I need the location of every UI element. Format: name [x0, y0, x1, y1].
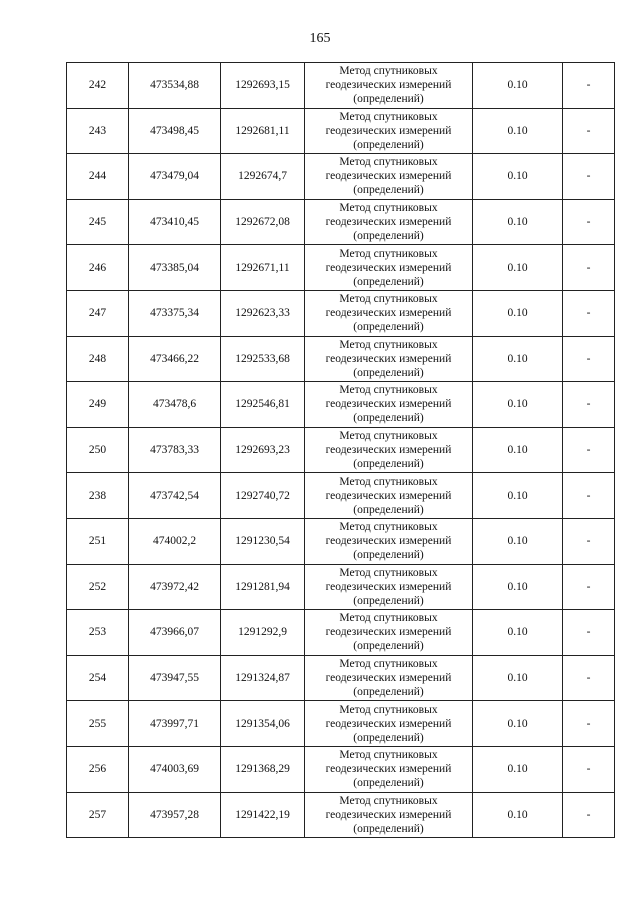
- accuracy-cell: 0.10: [473, 154, 563, 200]
- x-coordinate-cell: 473783,33: [129, 427, 221, 473]
- method-cell: Метод спутниковых геодезических измерений (определений): [305, 792, 473, 838]
- table-row: [67, 655, 615, 701]
- note-cell: -: [563, 382, 615, 428]
- point-number-cell: 238: [67, 473, 129, 519]
- accuracy-cell: 0.10: [473, 564, 563, 610]
- method-cell: Метод спутниковых геодезических измерений (определений): [305, 245, 473, 291]
- x-coordinate-cell: 473498,45: [129, 108, 221, 154]
- point-number-cell: 252: [67, 564, 129, 610]
- accuracy-cell: 0.10: [473, 746, 563, 792]
- table-row: [67, 518, 615, 564]
- method-cell: Метод спутниковых геодезических измерений (определений): [305, 473, 473, 519]
- point-number-cell: 257: [67, 792, 129, 838]
- method-cell: Метод спутниковых геодезических измерений (определений): [305, 610, 473, 656]
- y-coordinate-cell: 1291368,29: [221, 746, 305, 792]
- coordinates-table: [66, 62, 615, 838]
- x-coordinate-cell: 473479,04: [129, 154, 221, 200]
- accuracy-cell: 0.10: [473, 336, 563, 382]
- method-cell: Метод спутниковых геодезических измерений (определений): [305, 701, 473, 747]
- coordinates-table-body: [67, 63, 615, 838]
- accuracy-cell: 0.10: [473, 245, 563, 291]
- accuracy-cell: 0.10: [473, 108, 563, 154]
- table-row: [67, 473, 615, 519]
- method-cell: Метод спутниковых геодезических измерений (определений): [305, 108, 473, 154]
- x-coordinate-cell: 473375,34: [129, 290, 221, 336]
- table-row: [67, 290, 615, 336]
- point-number-cell: 247: [67, 290, 129, 336]
- accuracy-cell: 0.10: [473, 382, 563, 428]
- method-cell: Метод спутниковых геодезических измерений (определений): [305, 154, 473, 200]
- table-row: [67, 427, 615, 473]
- note-cell: -: [563, 792, 615, 838]
- method-cell: Метод спутниковых геодезических измерений (определений): [305, 199, 473, 245]
- x-coordinate-cell: 473957,28: [129, 792, 221, 838]
- x-coordinate-cell: 473466,22: [129, 336, 221, 382]
- note-cell: -: [563, 746, 615, 792]
- x-coordinate-cell: 473742,54: [129, 473, 221, 519]
- x-coordinate-cell: 473534,88: [129, 63, 221, 109]
- point-number-cell: 251: [67, 518, 129, 564]
- note-cell: -: [563, 701, 615, 747]
- point-number-cell: 244: [67, 154, 129, 200]
- y-coordinate-cell: 1291230,54: [221, 518, 305, 564]
- note-cell: -: [563, 199, 615, 245]
- x-coordinate-cell: 474002,2: [129, 518, 221, 564]
- accuracy-cell: 0.10: [473, 518, 563, 564]
- note-cell: -: [563, 154, 615, 200]
- table-row: [67, 382, 615, 428]
- method-cell: Метод спутниковых геодезических измерений (определений): [305, 564, 473, 610]
- note-cell: -: [563, 564, 615, 610]
- point-number-cell: 249: [67, 382, 129, 428]
- note-cell: -: [563, 655, 615, 701]
- y-coordinate-cell: 1292546,81: [221, 382, 305, 428]
- y-coordinate-cell: 1292693,15: [221, 63, 305, 109]
- note-cell: -: [563, 610, 615, 656]
- y-coordinate-cell: 1292681,11: [221, 108, 305, 154]
- note-cell: -: [563, 290, 615, 336]
- method-cell: Метод спутниковых геодезических измерений (определений): [305, 336, 473, 382]
- accuracy-cell: 0.10: [473, 610, 563, 656]
- note-cell: -: [563, 63, 615, 109]
- point-number-cell: 253: [67, 610, 129, 656]
- x-coordinate-cell: 473966,07: [129, 610, 221, 656]
- x-coordinate-cell: 473385,04: [129, 245, 221, 291]
- y-coordinate-cell: 1292533,68: [221, 336, 305, 382]
- point-number-cell: 250: [67, 427, 129, 473]
- accuracy-cell: 0.10: [473, 792, 563, 838]
- method-cell: Метод спутниковых геодезических измерений (определений): [305, 518, 473, 564]
- note-cell: -: [563, 518, 615, 564]
- table-row: [67, 746, 615, 792]
- method-cell: Метод спутниковых геодезических измерений (определений): [305, 655, 473, 701]
- page-number: 165: [309, 31, 331, 46]
- x-coordinate-cell: 473478,6: [129, 382, 221, 428]
- point-number-cell: 243: [67, 108, 129, 154]
- y-coordinate-cell: 1292693,23: [221, 427, 305, 473]
- table-row: [67, 108, 615, 154]
- note-cell: -: [563, 473, 615, 519]
- y-coordinate-cell: 1292623,33: [221, 290, 305, 336]
- table-row: [67, 245, 615, 291]
- method-cell: Метод спутниковых геодезических измерений (определений): [305, 63, 473, 109]
- table-row: [67, 199, 615, 245]
- method-cell: Метод спутниковых геодезических измерений (определений): [305, 427, 473, 473]
- accuracy-cell: 0.10: [473, 655, 563, 701]
- accuracy-cell: 0.10: [473, 199, 563, 245]
- accuracy-cell: 0.10: [473, 427, 563, 473]
- y-coordinate-cell: 1291281,94: [221, 564, 305, 610]
- point-number-cell: 246: [67, 245, 129, 291]
- y-coordinate-cell: 1291354,06: [221, 701, 305, 747]
- y-coordinate-cell: 1291324,87: [221, 655, 305, 701]
- method-cell: Метод спутниковых геодезических измерений (определений): [305, 746, 473, 792]
- x-coordinate-cell: 473947,55: [129, 655, 221, 701]
- method-cell: Метод спутниковых геодезических измерений (определений): [305, 290, 473, 336]
- point-number-cell: 248: [67, 336, 129, 382]
- point-number-cell: 245: [67, 199, 129, 245]
- accuracy-cell: 0.10: [473, 290, 563, 336]
- x-coordinate-cell: 473410,45: [129, 199, 221, 245]
- note-cell: -: [563, 108, 615, 154]
- y-coordinate-cell: 1292671,11: [221, 245, 305, 291]
- point-number-cell: 254: [67, 655, 129, 701]
- point-number-cell: 256: [67, 746, 129, 792]
- note-cell: -: [563, 336, 615, 382]
- y-coordinate-cell: 1292740,72: [221, 473, 305, 519]
- point-number-cell: 242: [67, 63, 129, 109]
- y-coordinate-cell: 1292672,08: [221, 199, 305, 245]
- note-cell: -: [563, 245, 615, 291]
- accuracy-cell: 0.10: [473, 701, 563, 747]
- table-row: [67, 63, 615, 109]
- accuracy-cell: 0.10: [473, 473, 563, 519]
- point-number-cell: 255: [67, 701, 129, 747]
- method-cell: Метод спутниковых геодезических измерений (определений): [305, 382, 473, 428]
- table-row: [67, 564, 615, 610]
- table-row: [67, 701, 615, 747]
- y-coordinate-cell: 1292674,7: [221, 154, 305, 200]
- y-coordinate-cell: 1291292,9: [221, 610, 305, 656]
- accuracy-cell: 0.10: [473, 63, 563, 109]
- y-coordinate-cell: 1291422,19: [221, 792, 305, 838]
- x-coordinate-cell: 473997,71: [129, 701, 221, 747]
- table-row: [67, 154, 615, 200]
- x-coordinate-cell: 473972,42: [129, 564, 221, 610]
- table-row: [67, 792, 615, 838]
- note-cell: -: [563, 427, 615, 473]
- table-row: [67, 610, 615, 656]
- x-coordinate-cell: 474003,69: [129, 746, 221, 792]
- table-row: [67, 336, 615, 382]
